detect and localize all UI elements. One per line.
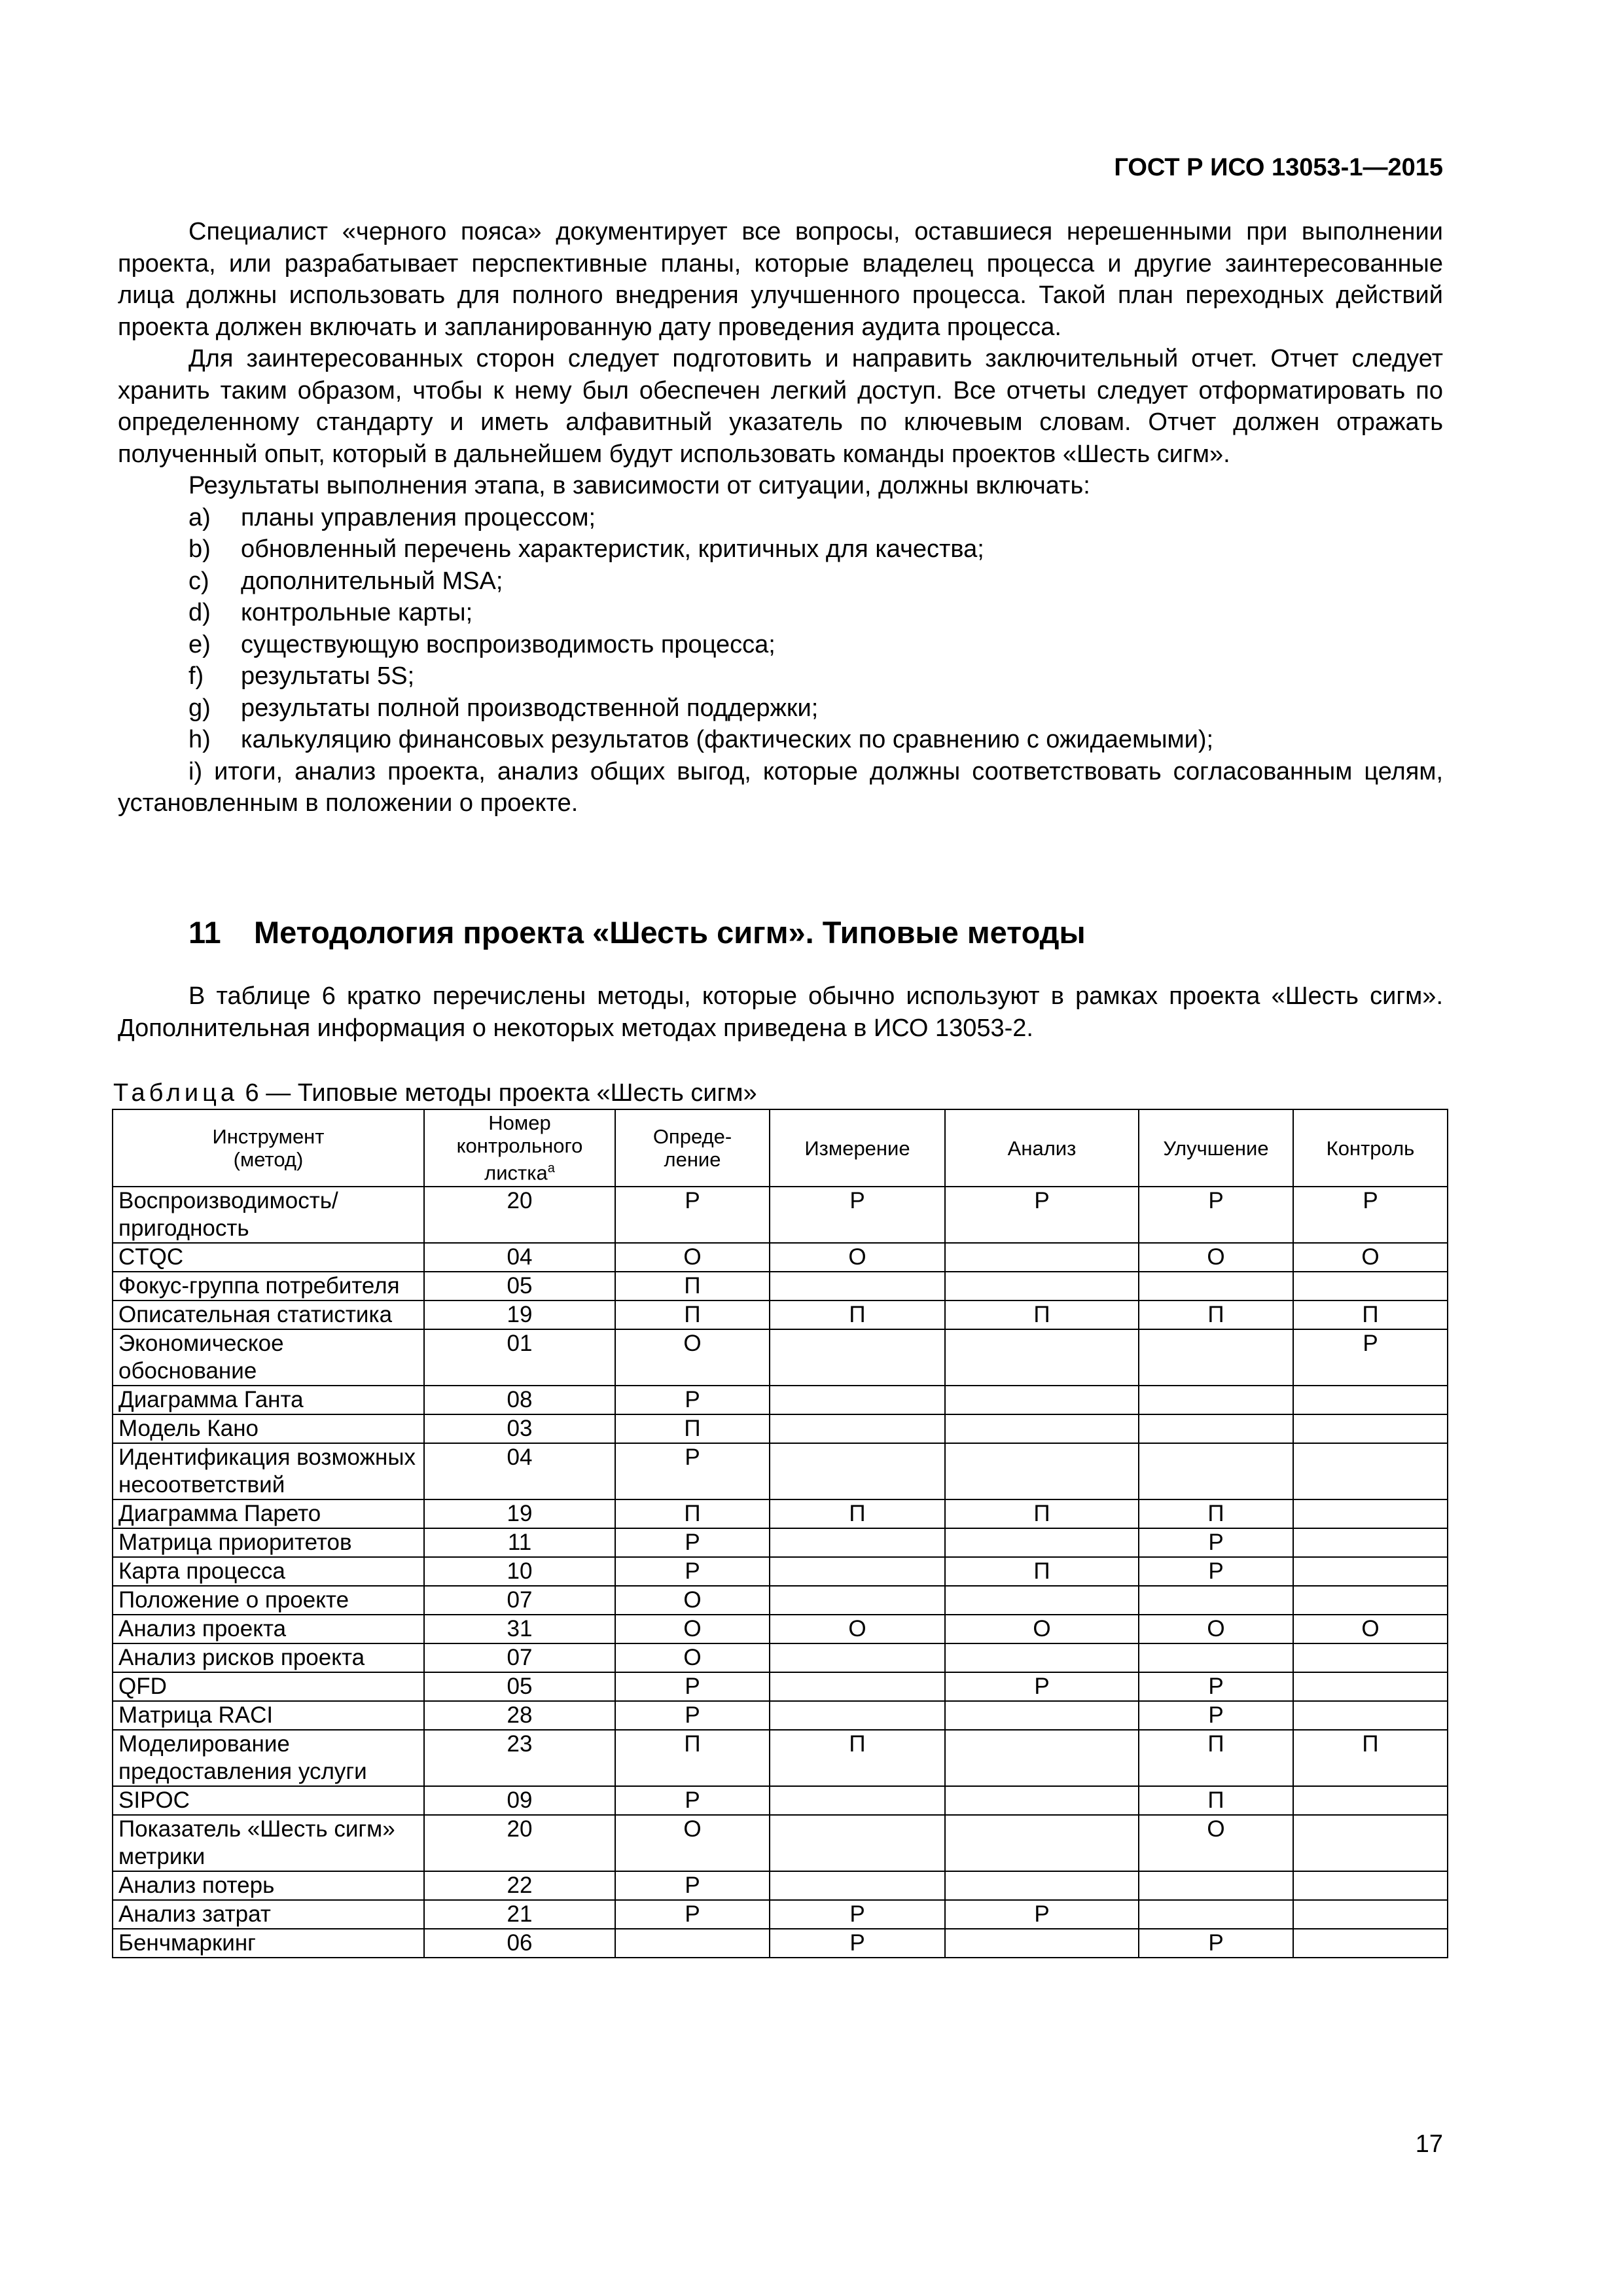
cell-analyze (945, 1272, 1139, 1300)
list-marker: c) (188, 567, 209, 595)
cell-define: Р (615, 1187, 770, 1243)
table-body (113, 1187, 1448, 1958)
cell-analyze (945, 1730, 1139, 1786)
cell-define: О (615, 1586, 770, 1615)
cell-sheet-number: 19 (424, 1499, 615, 1528)
cell-tool: Анализ потерь (113, 1871, 424, 1900)
table-caption-label: Таблица (113, 1079, 238, 1107)
table-row (113, 1786, 1448, 1815)
cell-improve (1139, 1329, 1293, 1386)
cell-measure: П (770, 1300, 945, 1329)
cell-analyze (945, 1243, 1139, 1272)
list-text: обновленный перечень характеристик, критичных для качества; (241, 535, 984, 563)
cell-control (1293, 1443, 1448, 1499)
paragraph: Для заинтересованных сторон следует подготовить и направить заключительный отчет. Отчет следует хранить таким образом, чтобы к нему был обеспечен легкий доступ. Все отчеты следует отформатировать по определенному стандарту и иметь алфавитный указатель по ключевым словам. Отчет должен отражать полученный опыт, который в дальнейшем будут использовать команды проектов «Шесть сигм». (118, 345, 1443, 468)
methods-table (112, 1109, 1448, 1958)
cell-tool: Матрица приоритетов (113, 1528, 424, 1557)
cell-define (615, 1929, 770, 1958)
cell-improve: О (1139, 1815, 1293, 1871)
cell-define: О (615, 1643, 770, 1672)
table-row (113, 1443, 1448, 1499)
cell-control: Р (1293, 1187, 1448, 1243)
cell-improve: Р (1139, 1187, 1293, 1243)
table-row (113, 1528, 1448, 1557)
section-title: Методология проекта «Шесть сигм». Типовые методы (254, 915, 1086, 950)
cell-sheet-number: 19 (424, 1300, 615, 1329)
cell-define: О (615, 1329, 770, 1386)
cell-define: Р (615, 1871, 770, 1900)
cell-measure (770, 1528, 945, 1557)
cell-tool: Модель Кано (113, 1414, 424, 1443)
cell-control (1293, 1929, 1448, 1958)
cell-define: О (615, 1815, 770, 1871)
list-item (118, 597, 1443, 629)
table-header-row (113, 1109, 1448, 1187)
cell-tool: SIPOC (113, 1786, 424, 1815)
cell-control (1293, 1499, 1448, 1528)
list-text: существующую воспроизводимость процесса; (241, 630, 776, 658)
cell-measure: Р (770, 1900, 945, 1929)
list-item (118, 660, 1443, 692)
cell-analyze (945, 1329, 1139, 1386)
cell-improve (1139, 1272, 1293, 1300)
page-number: 17 (1415, 2130, 1443, 2158)
cell-control: П (1293, 1730, 1448, 1786)
cell-define: Р (615, 1443, 770, 1499)
cell-measure (770, 1701, 945, 1730)
cell-tool: Экономическое обоснование (113, 1329, 424, 1386)
list-marker: f) (188, 662, 204, 690)
cell-analyze (945, 1528, 1139, 1557)
cell-measure (770, 1586, 945, 1615)
cell-control (1293, 1815, 1448, 1871)
cell-improve (1139, 1386, 1293, 1414)
cell-define: Р (615, 1557, 770, 1586)
cell-control (1293, 1386, 1448, 1414)
table-row (113, 1243, 1448, 1272)
cell-analyze: П (945, 1499, 1139, 1528)
section-heading (188, 914, 1086, 950)
cell-measure (770, 1386, 945, 1414)
cell-tool: Моделирование предоставления услуги (113, 1730, 424, 1786)
table-row (113, 1672, 1448, 1701)
cell-measure (770, 1329, 945, 1386)
cell-tool: Анализ проекта (113, 1615, 424, 1643)
table-row (113, 1414, 1448, 1443)
cell-measure (770, 1871, 945, 1900)
cell-tool: Бенчмаркинг (113, 1929, 424, 1958)
cell-define: О (615, 1615, 770, 1643)
cell-improve: О (1139, 1243, 1293, 1272)
table-row (113, 1730, 1448, 1786)
paragraph: Результаты выполнения этапа, в зависимости от ситуации, должны включать: (188, 472, 1090, 499)
cell-analyze: Р (945, 1900, 1139, 1929)
cell-measure: О (770, 1243, 945, 1272)
cell-control: П (1293, 1300, 1448, 1329)
list-marker: b) (188, 535, 211, 563)
cell-sheet-number: 06 (424, 1929, 615, 1958)
cell-measure (770, 1672, 945, 1701)
cell-analyze: Р (945, 1672, 1139, 1701)
cell-sheet-number: 20 (424, 1815, 615, 1871)
header-control: Контроль (1293, 1109, 1448, 1187)
list-marker: a) (188, 503, 211, 531)
cell-analyze: Р (945, 1187, 1139, 1243)
list-item (118, 756, 1443, 819)
cell-improve: П (1139, 1786, 1293, 1815)
cell-sheet-number: 07 (424, 1586, 615, 1615)
cell-improve (1139, 1586, 1293, 1615)
table-row (113, 1871, 1448, 1900)
cell-tool: Положение о проекте (113, 1586, 424, 1615)
cell-tool: Карта процесса (113, 1557, 424, 1586)
cell-analyze (945, 1443, 1139, 1499)
cell-analyze (945, 1701, 1139, 1730)
cell-analyze (945, 1929, 1139, 1958)
cell-analyze (945, 1786, 1139, 1815)
paragraph: Специалист «черного пояса» документирует все вопросы, оставшиеся нерешенными при выполнении проекта, или разрабатывает перспективные планы, которые владелец процесса и другие заинтересованные лица должны использовать для полного внедрения улучшенного процесса. Такой план переходных действий проекта должен включать и запланированную дату проведения аудита процесса. (118, 218, 1443, 341)
cell-improve: П (1139, 1499, 1293, 1528)
cell-define: П (615, 1272, 770, 1300)
table-row (113, 1386, 1448, 1414)
cell-sheet-number: 03 (424, 1414, 615, 1443)
cell-improve: Р (1139, 1701, 1293, 1730)
cell-define: П (615, 1300, 770, 1329)
cell-improve: Р (1139, 1557, 1293, 1586)
cell-control (1293, 1586, 1448, 1615)
cell-measure: П (770, 1730, 945, 1786)
table-row (113, 1643, 1448, 1672)
cell-tool: Матрица RACI (113, 1701, 424, 1730)
list-text: калькуляцию финансовых результатов (фактических по сравнению с ожидаемыми); (241, 726, 1214, 753)
cell-measure: О (770, 1615, 945, 1643)
table-row (113, 1586, 1448, 1615)
cell-improve: Р (1139, 1672, 1293, 1701)
cell-analyze: О (945, 1615, 1139, 1643)
table-row (113, 1701, 1448, 1730)
cell-measure: Р (770, 1187, 945, 1243)
cell-tool: Анализ затрат (113, 1900, 424, 1929)
cell-control (1293, 1871, 1448, 1900)
cell-sheet-number: 31 (424, 1615, 615, 1643)
cell-define: Р (615, 1786, 770, 1815)
cell-analyze (945, 1815, 1139, 1871)
cell-measure: П (770, 1499, 945, 1528)
cell-tool: Анализ рисков проекта (113, 1643, 424, 1672)
list-text: результаты 5S; (241, 662, 415, 690)
cell-improve (1139, 1871, 1293, 1900)
table-row (113, 1499, 1448, 1528)
table-row (113, 1300, 1448, 1329)
cell-improve (1139, 1414, 1293, 1443)
cell-measure (770, 1272, 945, 1300)
header-define: Опреде- ление (615, 1109, 770, 1187)
cell-analyze (945, 1414, 1139, 1443)
document-code: ГОСТ Р ИСО 13053-1—2015 (1114, 154, 1443, 181)
cell-define: П (615, 1730, 770, 1786)
table-row (113, 1615, 1448, 1643)
cell-tool: CTQC (113, 1243, 424, 1272)
cell-sheet-number: 04 (424, 1443, 615, 1499)
cell-tool: Описательная статистика (113, 1300, 424, 1329)
cell-control (1293, 1272, 1448, 1300)
cell-control (1293, 1643, 1448, 1672)
table-row (113, 1815, 1448, 1871)
cell-sheet-number: 20 (424, 1187, 615, 1243)
cell-define: О (615, 1243, 770, 1272)
list-text: дополнительный MSA; (241, 567, 503, 595)
table-row (113, 1272, 1448, 1300)
cell-improve (1139, 1900, 1293, 1929)
cell-define: Р (615, 1528, 770, 1557)
cell-measure (770, 1643, 945, 1672)
cell-tool: Фокус-группа потребителя (113, 1272, 424, 1300)
list-text: результаты полной производственной поддержки; (241, 694, 819, 722)
table-caption-text: 6 — Типовые методы проекта «Шесть сигм» (238, 1079, 757, 1107)
cell-tool: Идентификация возможных несоответствий (113, 1443, 424, 1499)
cell-sheet-number: 01 (424, 1329, 615, 1386)
cell-define: П (615, 1499, 770, 1528)
cell-measure (770, 1815, 945, 1871)
table-caption (113, 1077, 757, 1109)
cell-analyze: П (945, 1300, 1139, 1329)
list-marker: d) (188, 599, 211, 626)
cell-define: Р (615, 1900, 770, 1929)
list-item (118, 629, 1443, 661)
cell-measure (770, 1786, 945, 1815)
list-item (118, 533, 1443, 565)
list-item (118, 502, 1443, 534)
table-row (113, 1557, 1448, 1586)
cell-improve: Р (1139, 1929, 1293, 1958)
cell-sheet-number: 11 (424, 1528, 615, 1557)
list-text: контрольные карты; (241, 599, 473, 626)
cell-sheet-number: 10 (424, 1557, 615, 1586)
cell-sheet-number: 22 (424, 1871, 615, 1900)
cell-sheet-number: 05 (424, 1272, 615, 1300)
header-tool: Инструмент (метод) (113, 1109, 424, 1187)
cell-control (1293, 1786, 1448, 1815)
cell-control (1293, 1528, 1448, 1557)
list-marker: h) (188, 726, 211, 753)
list-text: планы управления процессом; (241, 503, 596, 531)
cell-measure (770, 1557, 945, 1586)
header-sheet-number: Номер контрольного листка$^а$ (424, 1109, 615, 1187)
cell-control (1293, 1557, 1448, 1586)
table-row (113, 1900, 1448, 1929)
cell-tool: Воспроизводимость/ пригодность (113, 1187, 424, 1243)
cell-analyze: П (945, 1557, 1139, 1586)
cell-improve (1139, 1443, 1293, 1499)
cell-sheet-number: 04 (424, 1243, 615, 1272)
cell-control (1293, 1672, 1448, 1701)
cell-improve (1139, 1643, 1293, 1672)
list-marker: i) (188, 757, 203, 785)
cell-control (1293, 1414, 1448, 1443)
cell-tool: Диаграмма Ганта (113, 1386, 424, 1414)
cell-define: Р (615, 1386, 770, 1414)
cell-sheet-number: 23 (424, 1730, 615, 1786)
table-row (113, 1329, 1448, 1386)
list-marker: e) (188, 630, 211, 658)
cell-control: О (1293, 1615, 1448, 1643)
cell-analyze (945, 1643, 1139, 1672)
table-row (113, 1929, 1448, 1958)
cell-analyze (945, 1586, 1139, 1615)
cell-control: Р (1293, 1329, 1448, 1386)
cell-sheet-number: 09 (424, 1786, 615, 1815)
cell-tool: Показатель «Шесть сигм» метрики (113, 1815, 424, 1871)
header-analyze: Анализ (945, 1109, 1139, 1187)
cell-tool: Диаграмма Парето (113, 1499, 424, 1528)
cell-define: Р (615, 1701, 770, 1730)
list-text: итоги, анализ проекта, анализ общих выгод, которые должны соответствовать согласованным целям, установленным в положении о проекте. (118, 757, 1444, 817)
table-row (113, 1187, 1448, 1243)
cell-analyze (945, 1871, 1139, 1900)
section-number: 11 (188, 915, 221, 950)
cell-sheet-number: 05 (424, 1672, 615, 1701)
cell-control: О (1293, 1243, 1448, 1272)
cell-tool: QFD (113, 1672, 424, 1701)
cell-analyze (945, 1386, 1139, 1414)
cell-measure: Р (770, 1929, 945, 1958)
cell-sheet-number: 28 (424, 1701, 615, 1730)
cell-improve: П (1139, 1300, 1293, 1329)
list-item (118, 565, 1443, 598)
list-item (118, 692, 1443, 725)
cell-sheet-number: 07 (424, 1643, 615, 1672)
section-intro: В таблице 6 кратко перечислены методы, которые обычно используют в рамках проекта «Шесть сигм». Дополнительная информация о некоторых методах приведена в ИСО 13053-2. (118, 982, 1443, 1042)
cell-improve: Р (1139, 1528, 1293, 1557)
cell-control (1293, 1900, 1448, 1929)
cell-measure (770, 1414, 945, 1443)
cell-define: П (615, 1414, 770, 1443)
cell-sheet-number: 21 (424, 1900, 615, 1929)
cell-improve: П (1139, 1730, 1293, 1786)
cell-improve: О (1139, 1615, 1293, 1643)
cell-sheet-number: 08 (424, 1386, 615, 1414)
body-text (118, 216, 1443, 819)
list-item (118, 724, 1443, 756)
cell-control (1293, 1701, 1448, 1730)
cell-measure (770, 1443, 945, 1499)
header-improve: Улучшение (1139, 1109, 1293, 1187)
header-measure: Измерение (770, 1109, 945, 1187)
list-marker: g) (188, 694, 211, 722)
cell-define: Р (615, 1672, 770, 1701)
